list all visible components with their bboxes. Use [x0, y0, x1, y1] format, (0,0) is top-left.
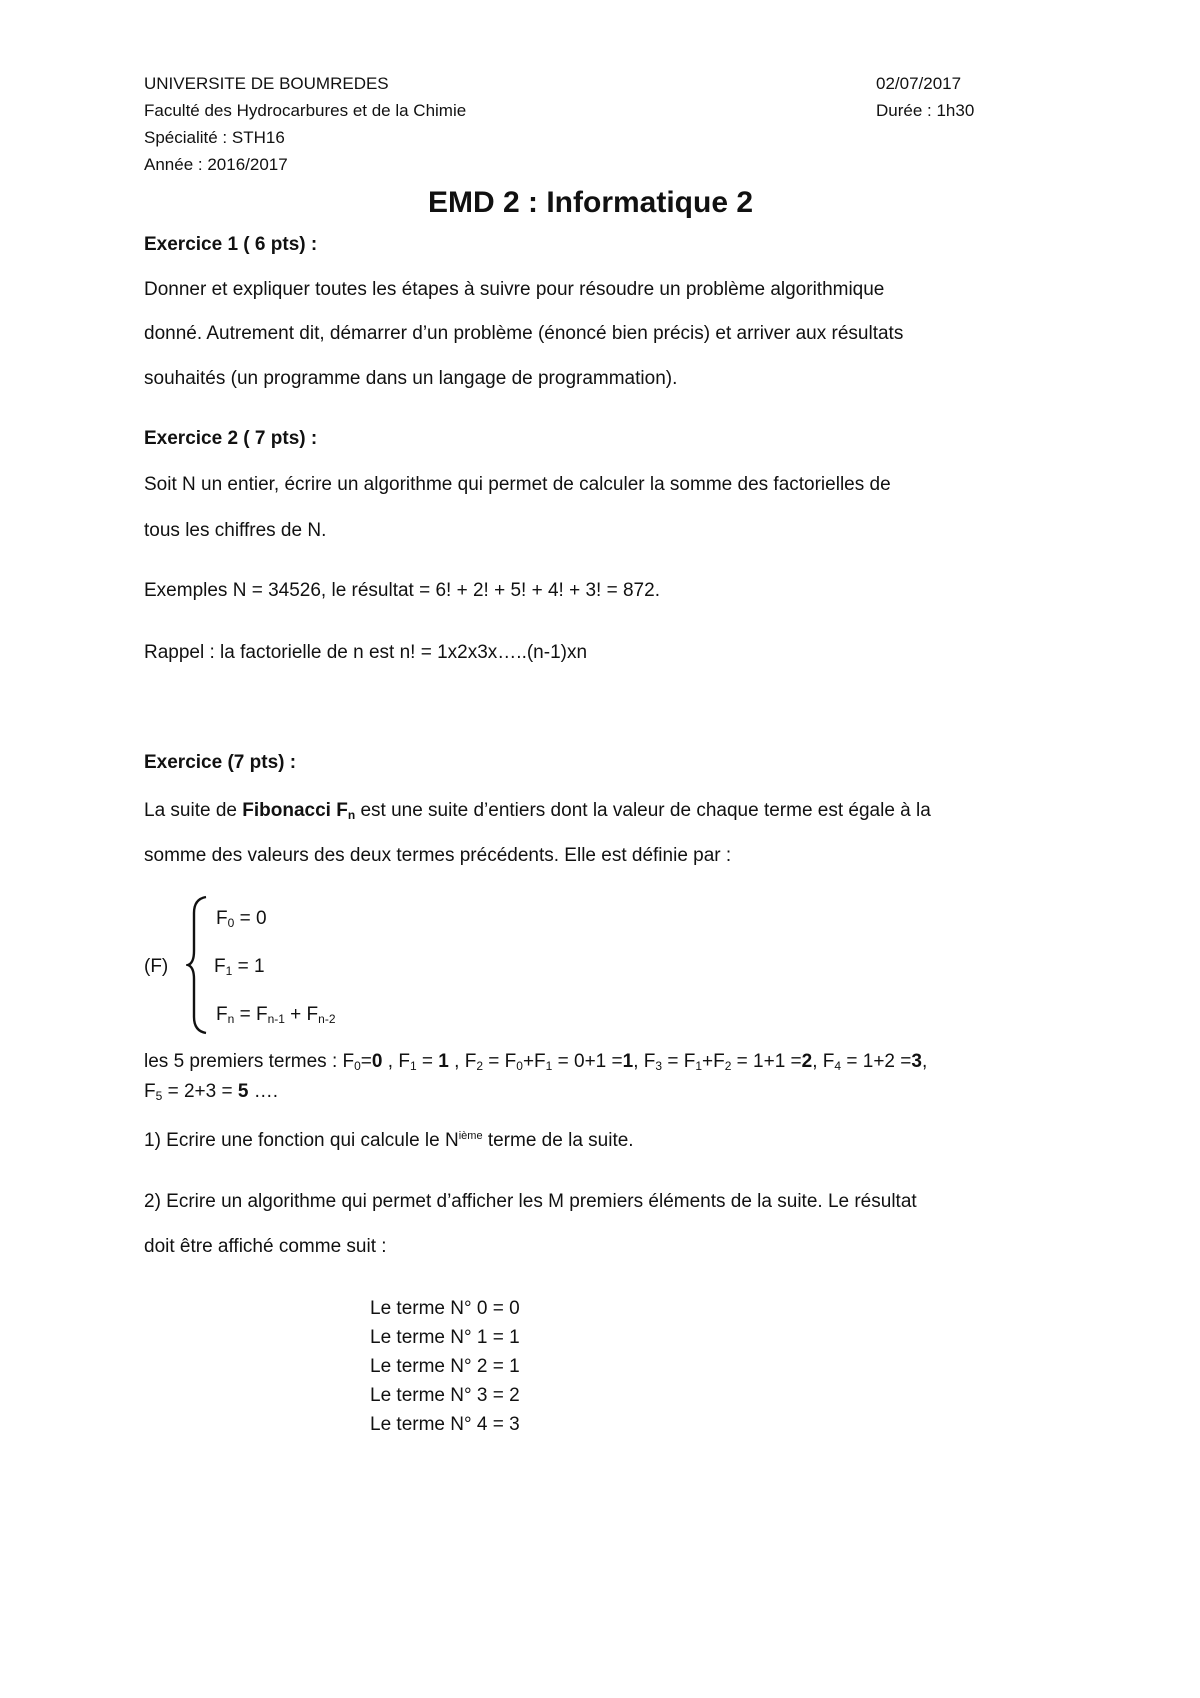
output-line: Le terme N° 3 = 2	[370, 1385, 520, 1406]
output-line: Le terme N° 0 = 0	[370, 1298, 520, 1319]
output-line: Le terme N° 1 = 1	[370, 1327, 520, 1348]
definition-fn: $F_n = F_{n-1} + F_{n-2}$	[216, 1004, 336, 1026]
exercise-3-heading: Exercice (7 pts) :	[144, 752, 297, 773]
exercise-3-intro-line2: somme des valeurs des deux termes précédents. Elle est définie par :	[144, 845, 732, 866]
question-2-line1: 2) Ecrire un algorithme qui permet d’afficher les M premiers éléments de la suite. Le résultat	[144, 1191, 917, 1212]
exam-date: 02/07/2017	[876, 74, 962, 93]
exercise-2-line: Soit N un entier, écrire un algorithme qui permet de calculer la somme des factorielles de	[144, 474, 891, 495]
exam-title: EMD 2 : Informatique 2	[428, 186, 754, 219]
exercise-1-line: donné. Autrement dit, démarrer d’un problème (énoncé bien précis) et arriver aux résultats	[144, 323, 904, 344]
exercise-2-line: tous les chiffres de N.	[144, 520, 327, 541]
first-terms-line2: $F_5 = 2+3 = 5$ ….	[144, 1081, 278, 1103]
exercise-1-line: Donner et expliquer toutes les étapes à suivre pour résoudre un problème algorithmique	[144, 279, 885, 300]
faculty-name: Faculté des Hydrocarbures et de la Chimie	[144, 101, 467, 120]
brace-icon	[186, 895, 210, 1035]
exercise-1-heading: Exercice 1 ( 6 pts) :	[144, 234, 318, 255]
exercise-2-heading: Exercice 2 ( 7 pts) :	[144, 428, 318, 449]
definition-f0: $F_0 = 0$	[216, 908, 267, 930]
question-1: 1) Ecrire une fonction qui calcule le $N^{ième}$ terme de la suite.	[144, 1130, 634, 1151]
system-label: (F)	[144, 956, 169, 977]
definition-f1: $F_1 = 1$	[214, 956, 265, 978]
exam-duration: Durée : 1h30	[876, 101, 975, 120]
output-line: Le terme N° 4 = 3	[370, 1414, 520, 1435]
academic-year: Année : 2016/2017	[144, 155, 288, 174]
output-line: Le terme N° 2 = 1	[370, 1356, 520, 1377]
specialty: Spécialité : STH16	[144, 128, 285, 147]
university-name: UNIVERSITE DE BOUMREDES	[144, 74, 389, 93]
exercise-3-intro: La suite de Fibonacci $F_n$ est une suite d’entiers dont la valeur de chaque terme est égale à la	[144, 800, 931, 822]
question-2-line2: doit être affiché comme suit :	[144, 1236, 387, 1257]
first-terms-line: les 5 premiers termes : $F_0=0$ , $F_1 = 1$ , $F_2 = F_0+F_1 = 0+1 =1$, $F_3 = F_1+F_2 = 1+1 =2$, $F_4 = 1+2 =3$,	[144, 1051, 928, 1073]
exercise-2-reminder: Rappel : la factorielle de n est n! = 1x2x3x…..(n-1)xn	[144, 642, 588, 663]
exercise-2-example: Exemples N = 34526, le résultat = 6! + 2! + 5! + 4! + 3! = 872.	[144, 580, 660, 601]
exercise-1-line: souhaités (un programme dans un langage de programmation).	[144, 368, 678, 389]
